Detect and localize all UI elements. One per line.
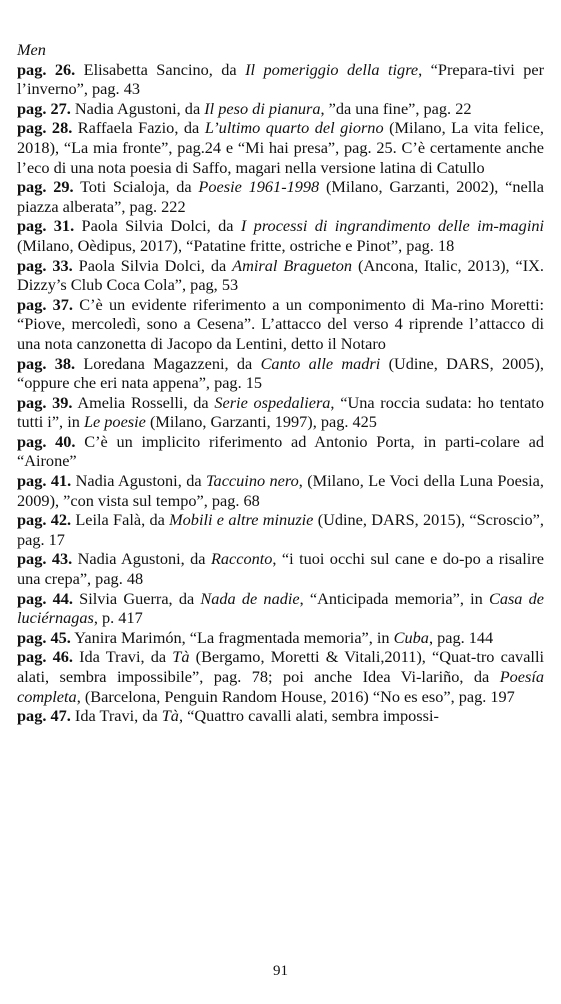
note-text: Elisabetta Sancino, da <box>75 59 246 79</box>
note-text: C’è un evidente riferimento a un componimento di Ma-rino Moretti: “Piove, mercoledì, sono a Cesena”. L’attacco del verso 4 riprende l’attacco di una nota canzonetta di Jacopo da Lentini, detto il Notaro <box>17 294 544 353</box>
note-text: Toti Scialoja, da <box>73 177 199 197</box>
work-title: Il pomeriggio della tigre <box>245 59 419 79</box>
work-title: Cuba <box>393 627 429 647</box>
page-reference: pag. 28. <box>17 118 73 138</box>
note-entry <box>17 549 544 588</box>
page-reference: pag. 44. <box>17 588 73 608</box>
note-entry <box>17 60 544 99</box>
note-entry <box>17 589 544 628</box>
page-reference: pag. 45. <box>17 627 71 647</box>
note-text: Paola Silvia Dolci, da <box>74 216 241 236</box>
notes-page <box>17 40 544 726</box>
note-text: , “Prepara-tivi per l’inverno”, pag. 43 <box>17 59 544 99</box>
note-text: , “Anticipada memoria”, in <box>299 588 489 608</box>
work-title: I processi di ingrandimento delle im-magini <box>240 216 545 236</box>
work-title: Nada de nadie <box>200 588 300 608</box>
page-reference: pag. 40. <box>17 431 76 451</box>
page-reference: pag. 42. <box>17 510 72 530</box>
note-text: Amelia Rosselli, da <box>72 392 215 412</box>
note-text: , (Barcelona, Penguin Random House, 2016) “No es eso”, pag. 197 <box>76 686 515 706</box>
note-text: Silvia Guerra, da <box>72 588 201 608</box>
note-text: , ”da una fine”, pag. 22 <box>320 98 472 118</box>
note-text: Nadia Agustoni, da <box>71 471 206 491</box>
page-reference: pag. 47. <box>17 706 71 726</box>
work-title: Poesía completa <box>17 667 544 706</box>
note-text: Nadia Agustoni, da <box>70 98 205 118</box>
page-reference: pag. 33. <box>17 255 73 275</box>
work-title: Canto alle madri <box>260 353 381 373</box>
work-title: Il peso di pianura <box>204 98 321 118</box>
work-title: Tà <box>161 706 179 726</box>
work-title: Le poesie <box>83 412 146 432</box>
note-text: Yanira Marimón, “La fragmentada memoria”, in <box>70 627 394 647</box>
note-text: (Milano, Oèdipus, 2017), “Patatine fritte, ostriche e Pinot”, pag. 18 <box>17 235 455 255</box>
note-entry <box>17 256 544 295</box>
note-text: (Ancona, Italic, 2013), “IX. Dizzy’s Club Coca Cola”, pag, 53 <box>17 255 545 295</box>
work-title: Casa de luciérnagas <box>17 588 544 628</box>
work-title: Serie ospedaliera <box>214 392 331 412</box>
note-entry <box>17 354 544 393</box>
note-text: (Udine, DARS, 2015), “Scroscio”, pag. 17 <box>17 510 544 549</box>
note-text: , “Quattro cavalli alati, sembra impossi- <box>178 706 439 726</box>
note-text: (Milano, Garzanti, 2002), “nella piazza alberata”, pag. 222 <box>17 177 544 216</box>
note-text: Leila Falà, da <box>71 510 170 530</box>
note-entry <box>17 471 544 510</box>
note-text: Ida Travi, da <box>72 647 173 667</box>
page-reference: pag. 38. <box>17 353 76 373</box>
note-text: (Udine, DARS, 2005), “oppure che eri nata appena”, pag. 15 <box>17 353 544 393</box>
work-title: Poesie 1961-1998 <box>198 177 320 197</box>
note-text: Loredana Magazzeni, da <box>75 353 261 373</box>
page-reference: pag. 41. <box>17 471 72 491</box>
note-text: , “Una roccia sudata: ho tentato tutti i”, in <box>17 392 544 432</box>
work-title: L’ultimo quarto del giorno <box>204 118 384 138</box>
section-header: Men <box>17 40 46 59</box>
note-entry <box>17 628 544 648</box>
page-number: 91 <box>273 963 288 979</box>
work-title: Taccuino nero <box>206 471 299 491</box>
note-entry <box>17 295 544 354</box>
note-entry <box>17 393 544 432</box>
note-text: Paola Silvia Dolci, da <box>72 255 233 275</box>
note-text: Ida Travi, da <box>70 706 162 726</box>
page-reference: pag. 46. <box>17 647 73 667</box>
page-reference: pag. 27. <box>17 98 71 118</box>
note-entry <box>17 510 544 549</box>
note-text: , p. 417 <box>93 608 143 628</box>
note-entry <box>17 432 544 471</box>
note-text: , pag. 144 <box>428 627 494 647</box>
note-text: Nadia Agustoni, da <box>72 549 211 569</box>
page-reference: pag. 29. <box>17 177 74 197</box>
page-reference: pag. 31. <box>17 216 75 236</box>
note-entry <box>17 177 544 216</box>
note-entry <box>17 706 544 726</box>
note-entry <box>17 647 544 706</box>
page-reference: pag. 43. <box>17 549 73 569</box>
page-reference: pag. 39. <box>17 392 73 412</box>
note-text: (Milano, La vita felice, 2018), “La mia fronte”, pag.24 e “Mi hai presa”, pag. 25. C’è certamente anche l’eco di una nota poesia di Saffo, magari nella versione latina di Catullo <box>17 118 544 177</box>
page-reference: pag. 37. <box>17 294 73 314</box>
note-text: (Milano, Garzanti, 1997), pag. 425 <box>145 412 377 432</box>
note-entry <box>17 216 544 255</box>
work-title: Racconto <box>210 549 273 569</box>
note-text: (Bergamo, Moretti & Vitali,2011), “Quat-tro cavalli alati, sembra impossibile”, pag. 78; poi anche Idea Vi-lariño, da <box>17 647 544 686</box>
note-entry <box>17 118 544 177</box>
work-title: Tà <box>172 647 190 667</box>
note-text: , “i tuoi occhi sul cane e do-po a risalire una crepa”, pag. 48 <box>17 549 544 589</box>
note-text: C’è un implicito riferimento ad Antonio Porta, in parti-colare ad “Airone” <box>17 431 544 471</box>
note-entry <box>17 99 544 119</box>
work-title: Mobili e altre minuzie <box>169 510 314 530</box>
note-text: , (Milano, Le Voci della Luna Poesia, 2009), ”con vista sul tempo”, pag. 68 <box>17 471 544 510</box>
work-title: Amiral Bragueton <box>232 255 353 275</box>
note-text: Raffaela Fazio, da <box>72 118 205 138</box>
notes-list <box>17 60 544 726</box>
page-reference: pag. 26. <box>17 59 76 79</box>
